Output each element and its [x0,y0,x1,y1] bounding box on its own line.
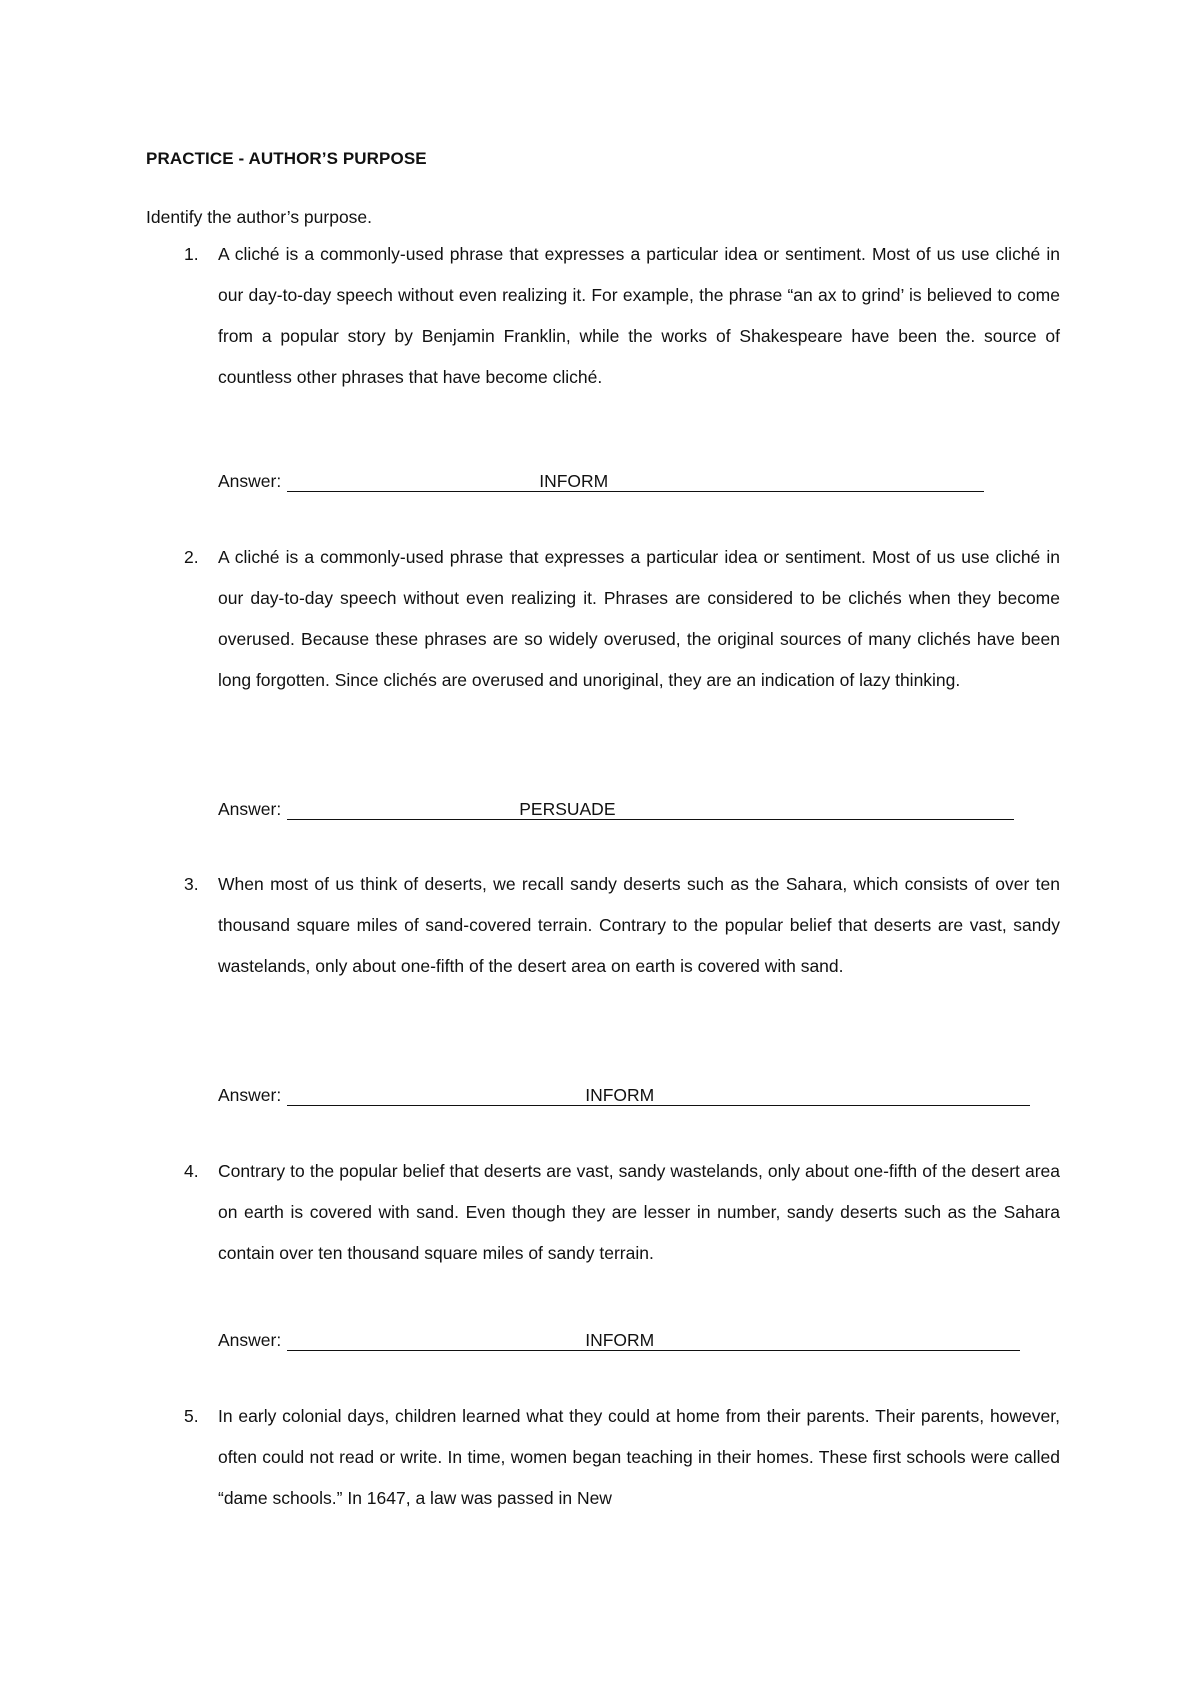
question-number: 5. [184,1406,199,1426]
answer-field[interactable] [287,796,1013,820]
answer-value: PERSUADE [519,799,616,819]
answer-blank-right [608,468,984,487]
question-number: 1. [184,244,199,264]
answer-field[interactable] [287,1327,1020,1351]
question-4 [146,1151,1060,1274]
question-number: 2. [184,547,199,567]
answer-blank-right [654,1327,1020,1346]
question-2 [146,537,1060,742]
answer-row-2 [218,796,1014,820]
answer-blank-right [654,1082,1030,1101]
answer-label: Answer: [218,1085,282,1105]
question-text: Contrary to the popular belief that deserts are vast, sandy wastelands, only about one-fifth of the desert area on earth is covered with sand. Even though they are lesser in number, sandy deserts such as the Sahara contain over ten thousand square miles of sandy terrain. [218,1161,1060,1263]
answer-blank-left [287,468,539,487]
question-text: In early colonial days, children learned what they could at home from their parents. Their parents, however, often could not read or write. In time, women began teaching in their homes. These first schools were called “dame schools.” In 1647, a law was passed in New [218,1406,1060,1508]
answer-value: INFORM [585,1085,655,1105]
answer-row-1 [218,468,984,492]
question-number: 3. [184,874,199,894]
answer-blank-left [287,796,519,815]
question-number: 4. [184,1161,199,1181]
question-text: A cliché is a commonly-used phrase that expresses a particular idea or sentiment. Most of us use cliché in our day-to-day speech without even realizing it. Phrases are considered to be clichés when they become overused. Because these phrases are so widely overused, the original sources of many clichés have been long forgotten. Since clichés are overused and unoriginal, they are an indication of lazy thinking. [218,547,1060,690]
page-title: PRACTICE - AUTHOR’S PURPOSE [146,149,427,168]
answer-value: INFORM [585,1330,655,1350]
question-5 [146,1396,1060,1519]
question-3 [146,864,1060,1028]
answer-blank-left [287,1082,585,1101]
answer-row-4 [218,1327,1020,1351]
answer-blank-left [287,1327,585,1346]
answer-value: INFORM [539,471,609,491]
answer-label: Answer: [218,1330,282,1350]
answer-label: Answer: [218,471,282,491]
answer-field[interactable] [287,468,984,492]
answer-field[interactable] [287,1082,1030,1106]
instruction-text: Identify the author’s purpose. [146,207,373,227]
question-text: When most of us think of deserts, we recall sandy deserts such as the Sahara, which consists of over ten thousand square miles of sand-covered terrain. Contrary to the popular belief that deserts are vast, sandy wastelands, only about one-fifth of the desert area on earth is covered with sand. [218,874,1060,976]
answer-label: Answer: [218,799,282,819]
question-text: A cliché is a commonly-used phrase that expresses a particular idea or sentiment. Most of us use cliché in our day-to-day speech without even realizing it. For example, the phrase “an ax to grind’ is believed to come from a popular story by Benjamin Franklin, while the works of Shakespeare have been the. source of countless other phrases that have become cliché. [218,244,1060,387]
question-1 [146,234,1060,398]
answer-blank-right [616,796,1014,815]
answer-row-3 [218,1082,1030,1106]
